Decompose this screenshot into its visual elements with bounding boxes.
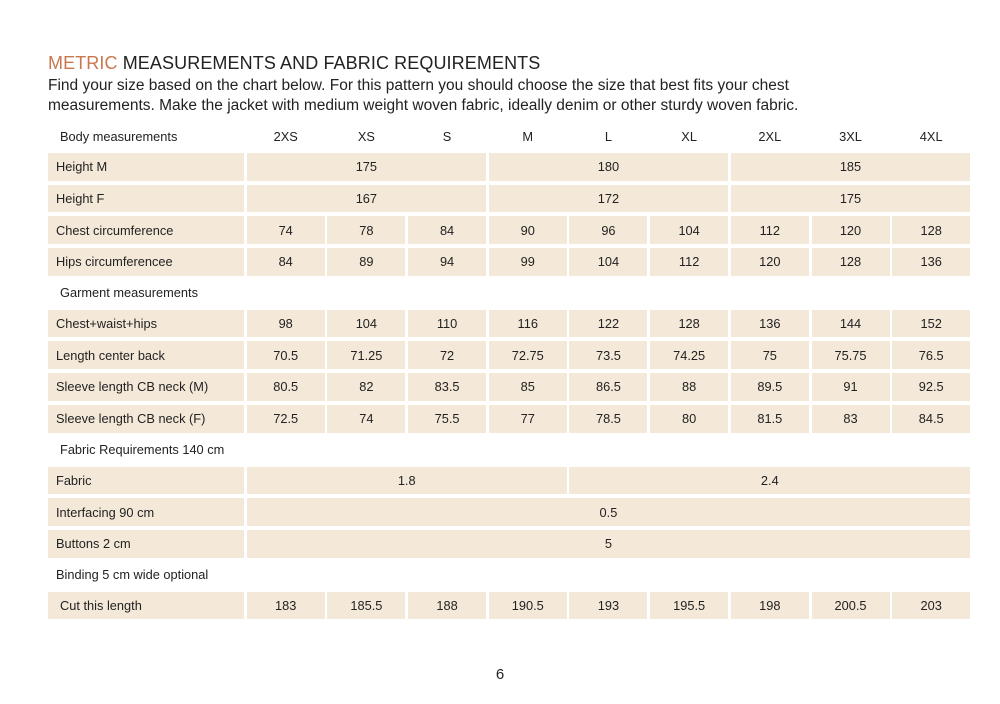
title-accent: METRIC: [48, 53, 118, 73]
row-label-height-m: Height M: [48, 153, 244, 181]
table-cell: 104: [650, 216, 728, 244]
row-label-hips: Hips circumferencee: [48, 248, 244, 276]
table-cell: 86.5: [569, 373, 647, 401]
row-label-fabric: Fabric: [48, 467, 244, 495]
title-rest: MEASUREMENTS AND FABRIC REQUIREMENTS: [117, 53, 541, 73]
table-cell: 120: [731, 248, 809, 276]
size-header: 2XL: [758, 128, 782, 144]
row-label-buttons: Buttons 2 cm: [48, 530, 244, 558]
page-number: 6: [495, 666, 505, 683]
table-cell: 72: [408, 341, 486, 369]
table-cell: 82: [327, 373, 405, 401]
table-cell: 72.75: [489, 341, 567, 369]
size-header: 3XL: [839, 128, 862, 144]
table-cell: 172: [489, 185, 728, 213]
table-cell: 110: [408, 310, 486, 338]
table-cell: 76.5: [892, 341, 970, 369]
size-header: XS: [357, 128, 375, 144]
table-cell: 180: [489, 153, 728, 181]
table-cell: 83: [812, 405, 890, 433]
row-label-chest: Chest circumference: [48, 216, 244, 244]
row-label-cut-length: Cut this length: [48, 592, 244, 620]
table-cell: 188: [408, 592, 486, 620]
table-cell: 122: [569, 310, 647, 338]
row-label-sleeve-f: Sleeve length CB neck (F): [48, 405, 244, 433]
table-cell: 71.25: [327, 341, 405, 369]
table-cell: 200.5: [812, 592, 890, 620]
table-cell: 89.5: [731, 373, 809, 401]
table-cell: 175: [247, 153, 486, 181]
table-cell: 88: [650, 373, 728, 401]
table-cell: 136: [892, 248, 970, 276]
table-cell: 84: [408, 216, 486, 244]
table-cell: 85: [489, 373, 567, 401]
table-cell: 152: [892, 310, 970, 338]
table-cell: 84: [247, 248, 325, 276]
table-cell: 1.8: [247, 467, 567, 495]
table-cell: 83.5: [408, 373, 486, 401]
size-header: XL: [681, 128, 697, 144]
table-cell: 0.5: [247, 498, 971, 526]
row-label-chest-waist-hips: Chest+waist+hips: [48, 310, 244, 338]
table-cell: 128: [650, 310, 728, 338]
table-cell: 92.5: [892, 373, 970, 401]
row-label-height-f: Height F: [48, 185, 244, 213]
table-cell: 75: [731, 341, 809, 369]
table-cell: 193: [569, 592, 647, 620]
table-cell: 167: [247, 185, 486, 213]
table-cell: 74: [327, 405, 405, 433]
size-header: 4XL: [919, 128, 943, 144]
table-cell: 136: [731, 310, 809, 338]
table-cell: 89: [327, 248, 405, 276]
table-cell: 74: [247, 216, 325, 244]
row-label-length-center-back: Length center back: [48, 341, 244, 369]
table-cell: 81.5: [731, 405, 809, 433]
table-cell: 99: [489, 248, 567, 276]
size-header: 2XS: [273, 128, 298, 144]
table-cell: 94: [408, 248, 486, 276]
fabric-requirements-header: Fabric Requirements 140 cm: [60, 442, 225, 457]
table-cell: 175: [731, 185, 970, 213]
table-cell: 2.4: [569, 467, 970, 495]
table-cell: 78.5: [569, 405, 647, 433]
table-cell: 5: [247, 530, 971, 558]
table-cell: 112: [731, 216, 809, 244]
table-cell: 183: [247, 592, 325, 620]
garment-measurements-header: Garment measurements: [60, 285, 198, 301]
table-cell: 90: [489, 216, 567, 244]
table-cell: 116: [489, 310, 567, 338]
page-title: [48, 50, 968, 76]
body-measurements-header: Body measurements: [60, 128, 178, 144]
table-cell: 104: [327, 310, 405, 338]
table-cell: 78: [327, 216, 405, 244]
page-header: [48, 50, 968, 116]
size-header: L: [604, 128, 612, 144]
table-cell: 80.5: [247, 373, 325, 401]
table-cell: 75.75: [812, 341, 890, 369]
row-label-sleeve-m: Sleeve length CB neck (M): [48, 373, 244, 401]
table-cell: 185: [731, 153, 970, 181]
table-cell: 74.25: [650, 341, 728, 369]
table-cell: 73.5: [569, 341, 647, 369]
table-cell: 104: [569, 248, 647, 276]
intro-text: [48, 76, 968, 116]
size-header: S: [442, 128, 452, 144]
table-cell: 72.5: [247, 405, 325, 433]
table-cell: 195.5: [650, 592, 728, 620]
table-cell: 91: [812, 373, 890, 401]
table-cell: 144: [812, 310, 890, 338]
table-cell: 75.5: [408, 405, 486, 433]
binding-header: Binding 5 cm wide optional: [56, 567, 209, 583]
intro-line-2: measurements. Make the jacket with medium weight woven fabric, ideally denim or other sturdy woven fabric.: [48, 97, 799, 114]
table-cell: 128: [892, 216, 970, 244]
table-cell: 120: [812, 216, 890, 244]
table-cell: 77: [489, 405, 567, 433]
table-cell: 70.5: [247, 341, 325, 369]
table-cell: 112: [650, 248, 728, 276]
table-cell: 190.5: [489, 592, 567, 620]
table-cell: 128: [812, 248, 890, 276]
table-cell: 198: [731, 592, 809, 620]
size-header: M: [522, 128, 534, 144]
measurement-table: [48, 121, 950, 621]
intro-line-1: Find your size based on the chart below. For this pattern you should choose the size that best fits your chest: [48, 77, 789, 94]
table-cell: 98: [247, 310, 325, 338]
table-cell: 185.5: [327, 592, 405, 620]
row-label-interfacing: Interfacing 90 cm: [48, 498, 244, 526]
table-cell: 96: [569, 216, 647, 244]
table-cell: 203: [892, 592, 970, 620]
table-cell: 80: [650, 405, 728, 433]
table-cell: 84.5: [892, 405, 970, 433]
